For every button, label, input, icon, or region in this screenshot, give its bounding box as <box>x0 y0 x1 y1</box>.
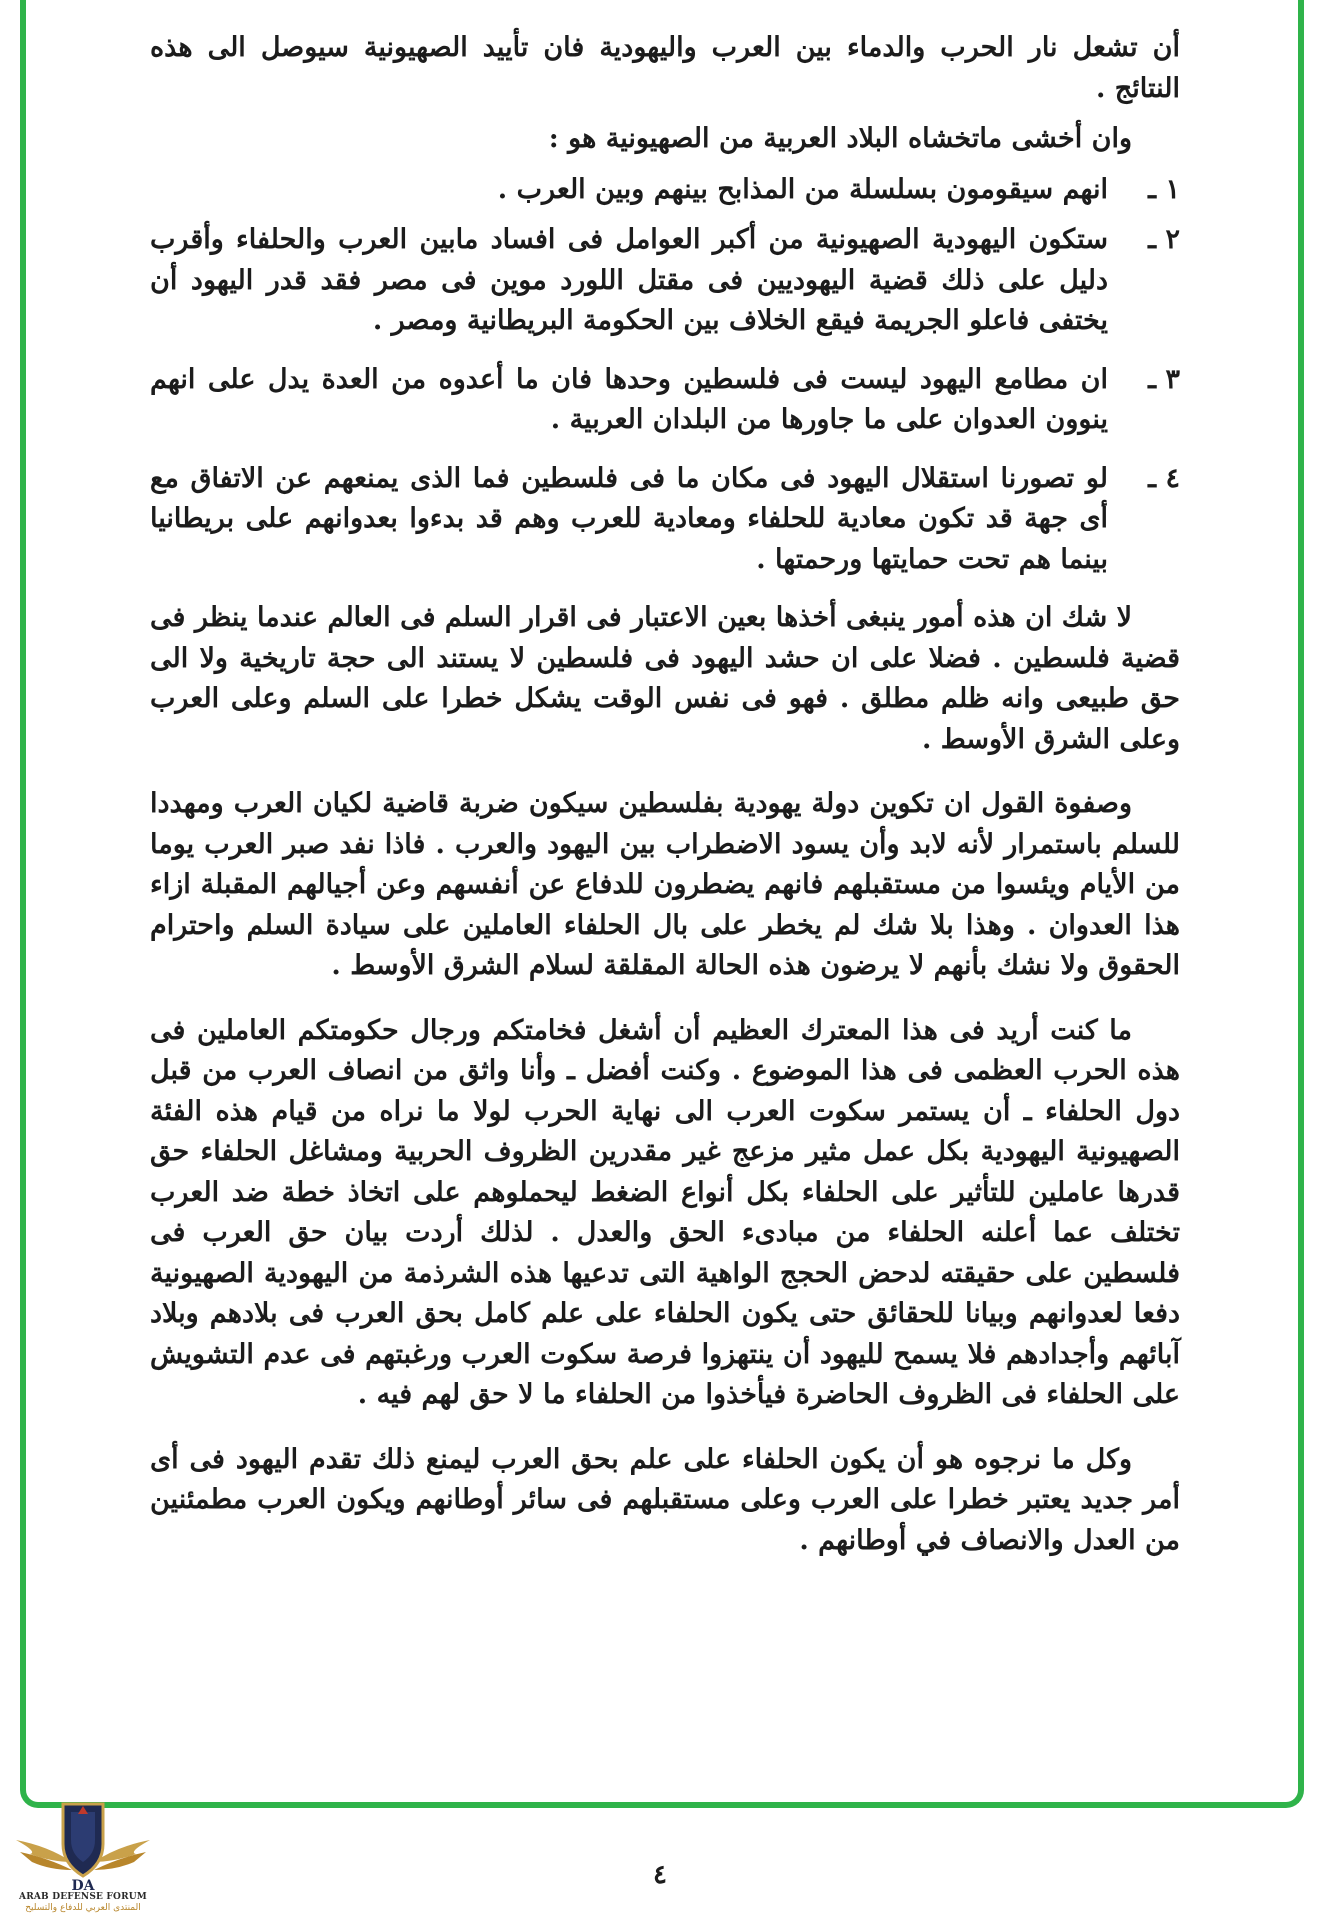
list-item-text: انهم سيقومون بسلسلة من المذابح بينهم وبين العرب . <box>497 173 1108 205</box>
list-item-number: ٣ ـ <box>1148 363 1180 395</box>
list-item-text: ستكون اليهودية الصهيونية من أكبر العوامل فى افساد مابين العرب والحلفاء وأقرب دليل على ذلك قضية اليهوديين فى مقتل اللورد موين فى مصر فقد قدر اليهود أن يختفى فاعلو الجريمة فيقع الخلاف بين الحكومة البريطانية ومصر . <box>150 224 1108 336</box>
list-item <box>150 220 1180 342</box>
paragraph-request: ما كنت أريد فى هذا المعترك العظيم أن أشغل فخامتكم ورجال حكومتكم العاملين فى هذه الحرب العظمى فى هذا الموضوع . وكنت أفضل ـ وأنا واثق من انصاف العرب من قبل دول الحلفاء ـ أن يستمر سكوت العرب الى نهاية الحرب لولا ما نراه من قيام هذه الفئة الصهيونية اليهودية بكل عمل مثير مزعج غير مقدرين الظروف الحربية ومشاغل الحلفاء حق قدرها عاملين للتأثير على الحلفاء بكل أنواع الضغط ليحملوهم على اتخاذ خطة ضد العرب تختلف عما أعلنه الحلفاء من مبادىء الحق والعدل . لذلك أردت بيان حق العرب فى فلسطين على حقيقته لدحض الحجج الواهية التى تدعيها هذه الشرذمة من اليهودية الصهيونية دفعا لعدوانهم وبيانا للحقائق حتى يكون الحلفاء على علم كامل بحق العرب فى بلادهم وبلاد آبائهم وأجدادهم فلا يسمح لليهود أن ينتهزوا فرصة سكوت العرب ورغبتهم فى عدم التشويش على الحلفاء فى الظروف الحاضرة فيأخذوا من الحلفاء ما لا حق لهم فيه . <box>150 1014 1180 1410</box>
paragraph-closing: وكل ما نرجوه هو أن يكون الحلفاء على علم بحق العرب ليمنع ذلك تقدم اليهود فى أى أمر جديد يعتبر خطرا على العرب وعلى مستقبلهم فى سائر أوطانهم ويكون العرب مطمئنين من العدل والانصاف في أوطانهم . <box>150 1443 1180 1556</box>
list-item <box>150 459 1180 581</box>
list-item <box>150 170 1180 211</box>
document-body <box>150 28 1180 1561</box>
logo-title: ARAB DEFENSE FORUM <box>19 1892 147 1902</box>
list-item <box>150 360 1180 441</box>
paragraph-summary: وصفوة القول ان تكوين دولة يهودية بفلسطين سيكون ضربة قاضية لكيان العرب ومهددا للسلم باستمرار لأنه لابد وأن يسود الاضطراب بين اليهود والعرب . فاذا نفد صبر العرب يوما من الأيام ويئسوا من مستقبلهم فانهم يضطرون للدفاع عن أنفسهم وعن أجيالهم المقبلة ازاء هذا العدوان . وهذا بلا شك لم يخطر على بال الحلفاء العاملين على سيادة السلم واحترام الحقوق ولا نشك بأنهم لا يرضون هذه الحالة المقلقة لسلام الشرق الأوسط . <box>150 788 1180 981</box>
page-number: ٤ <box>653 1860 667 1890</box>
paragraph-peace-consideration: لا شك ان هذه أمور ينبغى أخذها بعين الاعتبار فى اقرار السلم فى العالم عندما ينظر فى قضية فلسطين . فضلا على ان حشد اليهود فى فلسطين لا يستند الى حجة تاريخية ولا الى حق طبيعى وانه ظلم مطلق . فهو فى نفس الوقت يشكل خطرا على السلم وعلى العرب وعلى الشرق الأوسط . <box>150 602 1180 755</box>
paragraph-intro: أن تشعل نار الحرب والدماء بين العرب واليهودية فان تأييد الصهيونية سيوصل الى هذه النتائج . <box>150 32 1180 104</box>
list-item-text: ان مطامع اليهود ليست فى فلسطين وحدها فان ما أعدوه من العدة يدل على انهم ينوون العدوان على ما جاورها من البلدان العربية . <box>150 363 1108 435</box>
list-item-number: ٤ ـ <box>1148 462 1180 494</box>
logo-arabic-subtitle: المنتدى العربي للدفاع والتسليح <box>25 1903 141 1913</box>
paragraph-fears-intro: وان أخشى ماتخشاه البلاد العربية من الصهيونية هو : <box>548 123 1132 154</box>
list-item-number: ١ ـ <box>1148 173 1180 205</box>
list-item-number: ٢ ـ <box>1148 224 1180 255</box>
list-item-text: لو تصورنا استقلال اليهود فى مكان ما فى فلسطين فما الذى يمنعهم عن الاتفاق مع أى جهة قد تكون معادية للحلفاء ومعادية للعرب وهم قد بدءوا بعدوانهم على بريطانيا بينما هم تحت حمايتها ورحمتها . <box>150 462 1108 575</box>
logo-initials: DA <box>71 1878 95 1894</box>
